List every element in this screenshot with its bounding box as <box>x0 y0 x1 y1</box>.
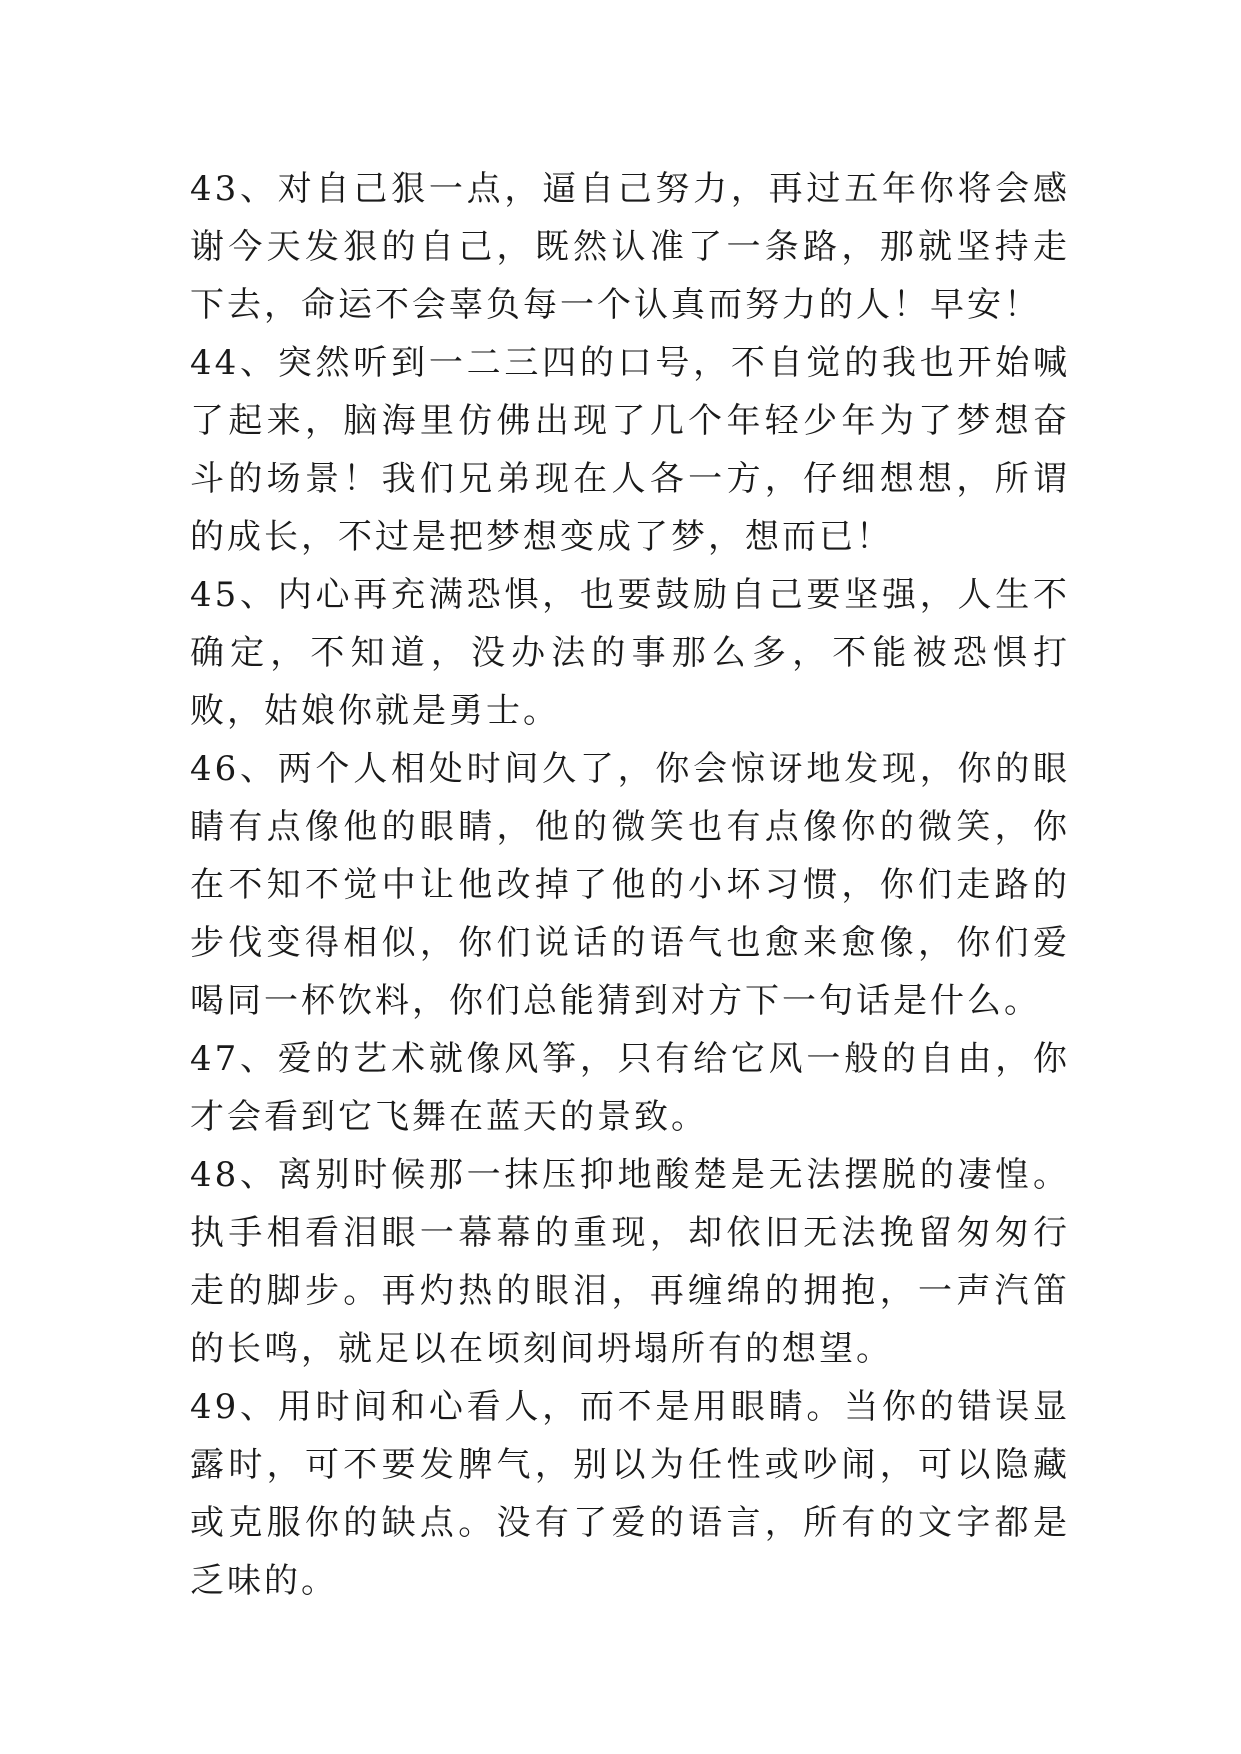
entry-45: 45、内心再充满恐惧，也要鼓励自己要坚强，人生不确定，不知道，没办法的事那么多，不能被恐惧打败，姑娘你就是勇士。 <box>190 575 1070 731</box>
entry-49: 49、用时间和心看人，而不是用眼睛。当你的错误显露时，可不要发脾气，别以为任性或吵闹，可以隐藏或克服你的缺点。没有了爱的语言，所有的文字都是乏味的。 <box>190 1387 1070 1601</box>
entry-46: 46、两个人相处时间久了，你会惊讶地发现，你的眼睛有点像他的眼睛，他的微笑也有点像你的微笑，你在不知不觉中让他改掉了他的小坏习惯，你们走路的步伐变得相似，你们说话的语气也愈来愈像，你们爱喝同一杯饮料，你们总能猜到对方下一句话是什么。 <box>190 749 1070 1021</box>
entry-47: 47、爱的艺术就像风筝，只有给它风一般的自由，你才会看到它飞舞在蓝天的景致。 <box>190 1039 1070 1137</box>
entry-43: 43、对自己狠一点，逼自己努力，再过五年你将会感谢今天发狠的自己，既然认准了一条路，那就坚持走下去，命运不会辜负每一个认真而努力的人！早安！ <box>190 169 1070 325</box>
entry-48: 48、离别时候那一抹压抑地酸楚是无法摆脱的凄惶。执手相看泪眼一幕幕的重现，却依旧无法挽留匆匆行走的脚步。再灼热的眼泪，再缠绵的拥抱，一声汽笛的长鸣，就足以在顷刻间坍塌所有的想望。 <box>190 1155 1070 1369</box>
entry-44: 44、突然听到一二三四的口号，不自觉的我也开始喊了起来，脑海里仿佛出现了几个年轻少年为了梦想奋斗的场景！我们兄弟现在人各一方，仔细想想，所谓的成长，不过是把梦想变成了梦，想而已！ <box>190 343 1070 557</box>
document-body <box>190 160 1070 1610</box>
